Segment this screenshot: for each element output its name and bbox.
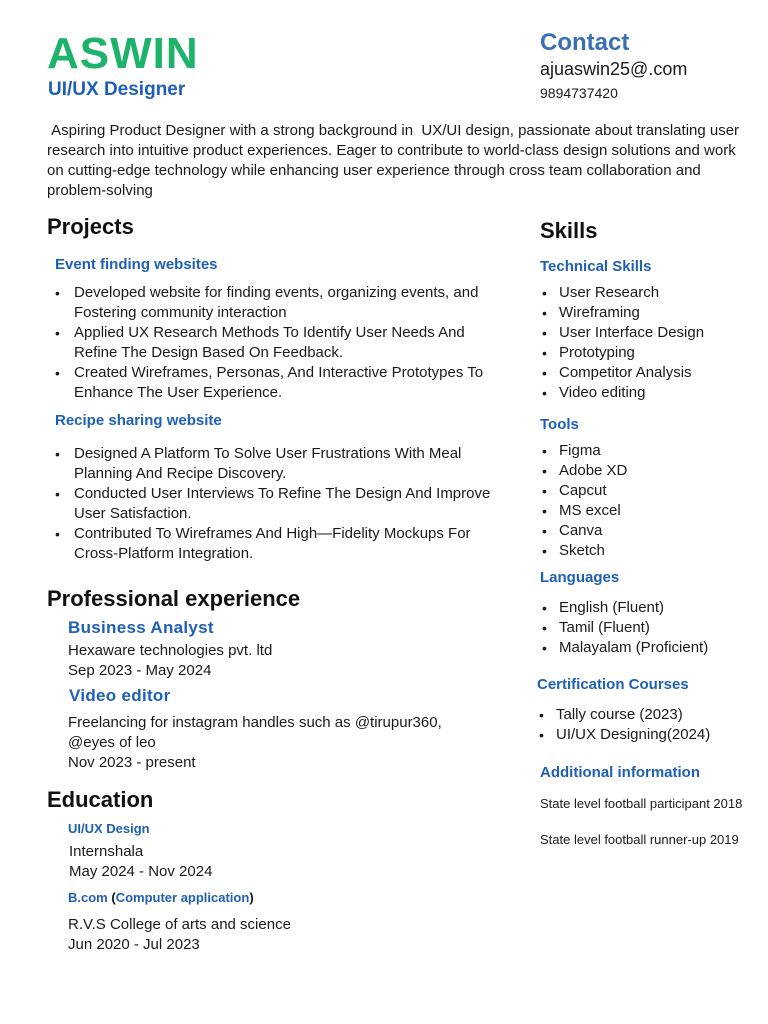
- skills-heading: Skills: [540, 218, 598, 243]
- project-bullets: [48, 444, 510, 564]
- list-item: • Figma: [540, 441, 755, 461]
- list-item: • Prototyping: [540, 343, 755, 363]
- certification-list: [537, 705, 755, 745]
- degree-title: UI/UX Design: [68, 821, 150, 836]
- tools-heading: Tools: [540, 416, 579, 433]
- languages-heading: Languages: [540, 569, 620, 586]
- candidate-role: UI/UX Designer: [48, 79, 186, 100]
- degree-paren-close: ): [249, 890, 254, 905]
- institution: Internshala: [69, 843, 144, 860]
- list-item: • Tally course (2023): [537, 705, 755, 725]
- experience-heading: Professional experience: [47, 586, 301, 611]
- job-title: Video editor: [69, 686, 171, 705]
- list-item: • MS excel: [540, 501, 755, 521]
- contact-phone[interactable]: 9894737420: [540, 85, 618, 101]
- languages-list: [540, 598, 755, 658]
- list-item: • Video editing: [540, 383, 755, 403]
- candidate-name: ASWIN: [47, 29, 199, 78]
- additional-info-item: State level football participant 2018: [540, 796, 743, 811]
- tools-list: [540, 441, 755, 561]
- list-item: • Adobe XD: [540, 461, 755, 481]
- education-heading: Education: [47, 787, 154, 812]
- technical-skills-heading: Technical Skills: [540, 258, 652, 275]
- list-item: • Contributed To Wireframes And High—Fidelity Mockups For Cross-Platform Integration.: [48, 524, 510, 564]
- project-title: Recipe sharing website: [55, 412, 222, 429]
- job-title: Business Analyst: [68, 618, 214, 637]
- list-item: • User Interface Design: [540, 323, 755, 343]
- list-item: • Tamil (Fluent): [540, 618, 755, 638]
- list-item: • Competitor Analysis: [540, 363, 755, 383]
- degree-name: B.com: [68, 890, 108, 905]
- list-item: • Wireframing: [540, 303, 755, 323]
- contact-email[interactable]: ajuaswin25@.com: [540, 59, 688, 79]
- list-item: • User Research: [540, 283, 755, 303]
- additional-info-item: State level football runner-up 2019: [540, 832, 739, 847]
- job-dates: Nov 2023 - present: [68, 754, 196, 771]
- list-item: • Conducted User Interviews To Refine The Design And Improve User Satisfaction.: [48, 484, 510, 524]
- education-dates: May 2024 - Nov 2024: [69, 863, 213, 880]
- institution: R.V.S College of arts and science: [68, 916, 291, 933]
- list-item: • Malayalam (Proficient): [540, 638, 755, 658]
- technical-skills-list: [540, 283, 755, 403]
- list-item: • UI/UX Designing(2024): [537, 725, 755, 745]
- profile-summary: Aspiring Product Designer with a strong background in UX/UI design, passionate about translating user research into intuitive product experiences. Eager to contribute to world-class design solutions and work on cutting-edge technology while enhancing user experience through cross team collaboration and problem-solving: [47, 122, 744, 199]
- job-company: Hexaware technologies pvt. ltd: [68, 642, 273, 659]
- degree-specialization: Computer application: [115, 890, 250, 905]
- certification-heading: Certification Courses: [537, 676, 689, 693]
- list-item: • Applied UX Research Methods To Identify User Needs And Refine The Design Based On Feedback.: [48, 323, 508, 363]
- project-bullets: [48, 283, 508, 403]
- list-item: • Designed A Platform To Solve User Frustrations With Meal Planning And Recipe Discovery.: [48, 444, 510, 484]
- list-item: • Developed website for finding events, organizing events, and Fostering community interaction: [48, 283, 508, 323]
- degree-paren-open: (: [107, 890, 116, 905]
- list-item: • Sketch: [540, 541, 755, 561]
- job-company: Freelancing for instagram handles such as @tirupur360, @eyes of leo: [68, 714, 442, 751]
- additional-info-heading: Additional information: [540, 764, 700, 781]
- list-item: • Canva: [540, 521, 755, 541]
- list-item: • Created Wireframes, Personas, And Interactive Prototypes To Enhance The User Experience.: [48, 363, 508, 403]
- contact-heading: Contact: [540, 29, 630, 56]
- project-title: Event finding websites: [55, 256, 218, 273]
- education-dates: Jun 2020 - Jul 2023: [68, 936, 200, 953]
- degree-title: [68, 890, 254, 905]
- list-item: • Capcut: [540, 481, 755, 501]
- list-item: • English (Fluent): [540, 598, 755, 618]
- job-dates: Sep 2023 - May 2024: [68, 662, 212, 679]
- projects-heading: Projects: [47, 214, 134, 239]
